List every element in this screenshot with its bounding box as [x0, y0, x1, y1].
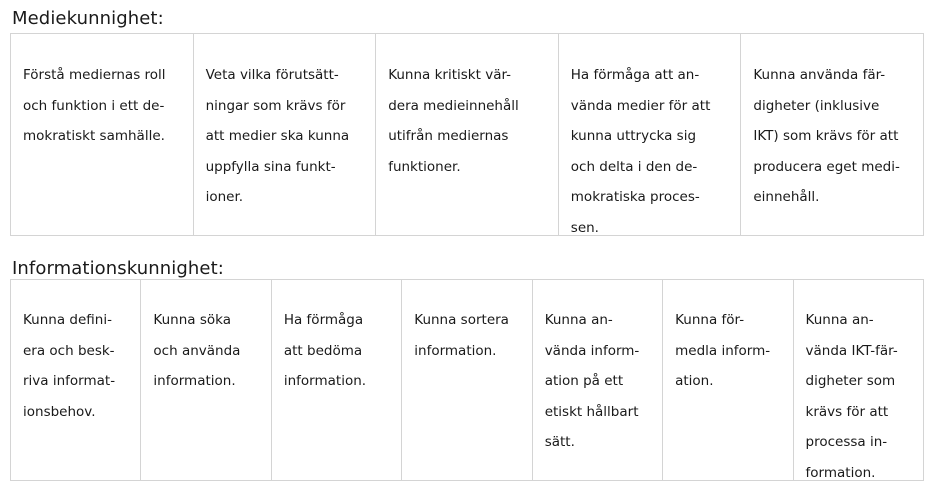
media-cell: Kunna kritiskt vär- dera medieinnehåll utifrån mediernas funktioner. [376, 34, 559, 236]
information-cell: Kunna an- vända IKT-fär- digheter som krävs för att processa in- formation. [794, 280, 924, 481]
media-cell: Veta vilka förutsätt- ningar som krävs för att medier ska kunna uppfylla sina funkt- ioner. [194, 34, 377, 236]
information-cell: Kunna söka och använda information. [141, 280, 271, 481]
section-title-informationskunnighet: Informationskunnighet: [12, 258, 224, 279]
media-cell: Kunna använda fär- digheter (inklusive IKT) som krävs för att producera eget medi- einnehåll. [741, 34, 924, 236]
mediekunnighet-table [10, 33, 924, 236]
information-cell: Kunna an- vända inform- ation på ett etiskt hållbart sätt. [533, 280, 663, 481]
information-cell: Ha förmåga att bedöma information. [272, 280, 402, 481]
information-cell: Kunna sortera information. [402, 280, 532, 481]
information-cell: Kunna defini- era och besk- riva informat- ionsbehov. [11, 280, 141, 481]
information-cell: Kunna för- medla inform- ation. [663, 280, 793, 481]
section-title-mediekunnighet: Mediekunnighet: [12, 8, 164, 29]
media-cell: Ha förmåga att an- vända medier för att kunna uttrycka sig och delta i den de- mokratiska proces- sen. [559, 34, 742, 236]
media-cell: Förstå mediernas roll och funktion i ett de- mokratiskt samhälle. [11, 34, 194, 236]
informationskunnighet-table [10, 279, 924, 481]
